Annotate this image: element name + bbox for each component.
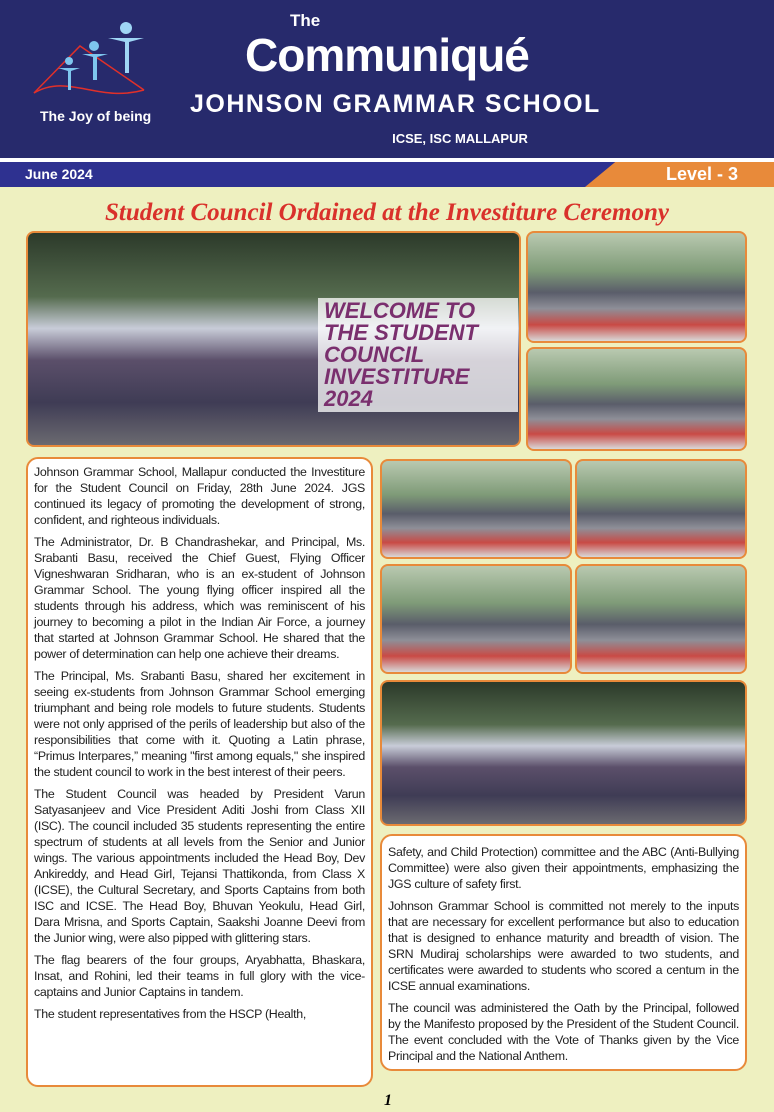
logo-tagline: The Joy of being	[40, 108, 152, 124]
flag-bearers-photo	[380, 680, 747, 826]
group-photo	[26, 231, 521, 447]
article-text-right	[380, 834, 747, 1071]
paragraph: Johnson Grammar School is committed not merely to the inputs that are necessary for excellent performance but also to education that is designed to enhance maturity and breadth of vision. The SRN Mudiraj scholarships were awarded to two students, and certificates were awarded to students who scored a centum in the ICSE annual examinations.	[388, 899, 739, 993]
level-label: Level - 3	[665, 164, 738, 184]
article-text-left	[26, 457, 373, 1087]
masthead-the: The	[290, 11, 321, 30]
paragraph: The Principal, Ms. Srabanti Basu, shared her excitement in seeing ex-students from Johnson Grammar School emerging triumphant and being role models to future students. Students were not only apprised of the perils of leadership but also of the responsibilities that come with it. Quoting a Latin phrase, “Primus Interpares,” meaning "first among equals," she inspired the student council to work in the best interest of their peers.	[34, 669, 365, 779]
article-title: Student Council Ordained at the Investiture Ceremony	[105, 199, 669, 226]
march-photo	[575, 564, 747, 674]
march-photo	[526, 347, 747, 451]
school-board: ICSE, ISC MALLAPUR	[392, 131, 528, 146]
issue-date: June 2024	[25, 166, 93, 182]
march-photo	[575, 459, 747, 559]
paragraph: The Administrator, Dr. B Chandrashekar, and Principal, Ms. Srabanti Basu, received the Chief Guest, Flying Officer Vigneshwaran Sridharan, who is an ex-student of Johnson Grammar School. The young flying officer inspired all the students through his address, which was reminiscent of his journey to becoming a pilot in the Indian Air Force, a journey that started at Johnson Grammar School. He shared that the power of determination can help one achieve their dreams.	[34, 535, 365, 661]
photo-banner: WELCOME TO THE STUDENT COUNCIL INVESTITURE 2024	[318, 298, 518, 412]
paragraph: The Student Council was headed by President Varun Satyasanjeev and Vice President Aditi Joshi from Class XII (ISC). The council included 35 students representing the entire spectrum of students at all levels from the Senior and Junior wings. The various appointments included the Head Boy, Dev Ankireddy, and Head Girl, Tejansi Thattikonda, from Class X (ICSE), the Cultural Secretary, and Sports Captains from both ISC and ICSE. The Head Boy, Bhuvan Yeokulu, Head Girl, Dara Mrisna, and Sports Captain, Saakshi Joanne Deevi from the Junior wing, were also pipped with glittering stars.	[34, 787, 365, 945]
march-photo	[380, 459, 572, 559]
masthead-title: Communiqué	[245, 29, 529, 81]
paragraph: Johnson Grammar School, Mallapur conducted the Investiture for the Student Council on Friday, 28th June 2024. JGS continued its legacy of promoting the development of strong, confident, and righteous individuals.	[34, 465, 365, 527]
school-logo-icon	[28, 18, 178, 106]
masthead-header	[0, 0, 774, 158]
march-photo	[526, 231, 747, 343]
paragraph: Safety, and Child Protection) committee and the ABC (Anti-Bullying Committee) were also given their appointments, emphasizing the JGS culture of safety first.	[388, 845, 739, 891]
band-photo	[380, 564, 572, 674]
school-name: JOHNSON GRAMMAR SCHOOL	[190, 90, 601, 118]
page-number: 1	[384, 1092, 392, 1109]
paragraph: The council was administered the Oath by the Principal, followed by the Manifesto proposed by the President of the Student Council. The event concluded with the Vote of Thanks given by the Vice Principal and the National Anthem.	[388, 1001, 739, 1063]
paragraph: The flag bearers of the four groups, Aryabhatta, Bhaskara, Insat, and Rohini, led their teams in full glory with the vice-captains and Junior Captains in tandem.	[34, 953, 365, 999]
paragraph: The student representatives from the HSCP (Health,	[34, 1007, 306, 1021]
